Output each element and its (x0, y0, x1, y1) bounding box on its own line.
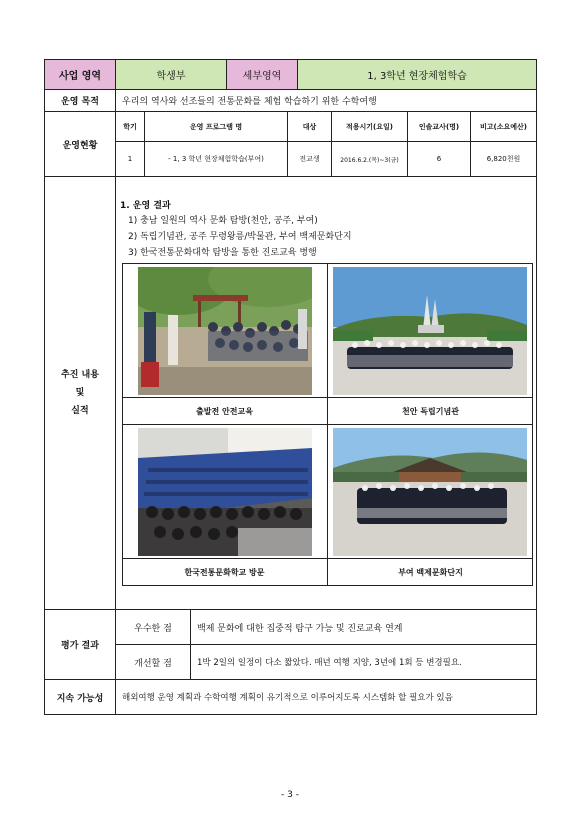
status-label: 운영현황 (44, 111, 116, 177)
sustain-value: 해외여행 운영 계획과 수학여행 계획이 유기적으로 이루어지도록 시스템화 할 필요가 있음 (115, 679, 537, 715)
status-col-program: 운영 프로그램 명 (144, 111, 288, 142)
evaluation-improve-label: 개선할 점 (115, 644, 191, 680)
sub-area-value: 1, 3학년 현장체험학습 (297, 59, 537, 90)
status-cell-budget: 6,820천원 (470, 141, 537, 177)
evaluation-improve-value: 1박 2일의 일정이 다소 짧았다. 매년 여행 지양, 3년에 1회 등 변경필요. (190, 644, 537, 680)
status-col-period: 적용시기(요일) (331, 111, 408, 142)
page-number: - 3 - (281, 790, 299, 800)
status-col-budget: 비고(소요예산) (470, 111, 537, 142)
progress-label-text: 추진 내용 및 실적 (61, 370, 99, 416)
photo-safety-education (138, 267, 312, 395)
sub-area-label: 세부영역 (226, 59, 298, 90)
status-cell-period: 2016.6.2.(목)~3(금) (331, 141, 408, 177)
status-col-semester: 학기 (115, 111, 145, 142)
evaluation-label: 평가 결과 (44, 609, 116, 680)
purpose-value: 우리의 역사와 선조들의 전통문화를 체험 학습하기 위한 수학여행 (115, 89, 537, 112)
sustain-label: 지속 가능성 (44, 679, 116, 715)
status-cell-semester: 1 (115, 141, 145, 177)
caption-culture-school-visit: 한국전통문화학교 방문 (184, 568, 265, 577)
progress-heading: 1. 운영 결과 (120, 201, 171, 211)
area-label: 사업 영역 (44, 59, 116, 90)
photo-independence-hall (333, 267, 527, 395)
status-col-teachers: 인솔교사(명) (407, 111, 471, 142)
caption-safety-education: 출발전 안전교육 (196, 406, 253, 416)
area-value: 학생부 (115, 59, 227, 90)
photo-baekje-culture-complex (333, 428, 527, 556)
progress-item-2: 2) 독립기념관, 공주 무령왕릉/박물관, 부여 백제문화단지 (128, 232, 352, 242)
evaluation-good-label: 우수한 점 (115, 609, 191, 645)
photo-culture-school-visit (138, 428, 312, 556)
photo-grid-divider-2 (122, 424, 533, 425)
caption-baekje-culture-complex: 부여 백제문화단지 (398, 568, 463, 577)
status-cell-target: 전교생 (287, 141, 332, 177)
progress-label (44, 176, 116, 610)
progress-item-3: 3) 한국전통문화대학 탐방을 통한 진로교육 병행 (128, 248, 317, 258)
evaluation-good-value: 백제 문화에 대한 집중적 탐구 가능 및 진로교육 연계 (190, 609, 537, 645)
purpose-label: 운영 목적 (44, 89, 116, 112)
status-cell-teachers: 6 (407, 141, 471, 177)
status-col-target: 대상 (287, 111, 332, 142)
caption-independence-hall: 천안 독립기념관 (402, 406, 459, 416)
status-cell-program: - 1, 3 학년 현장체험학습(부여) (144, 141, 288, 177)
progress-item-1: 1) 충남 일원의 역사 문화 탐방(천안, 공주, 부여) (128, 216, 318, 226)
